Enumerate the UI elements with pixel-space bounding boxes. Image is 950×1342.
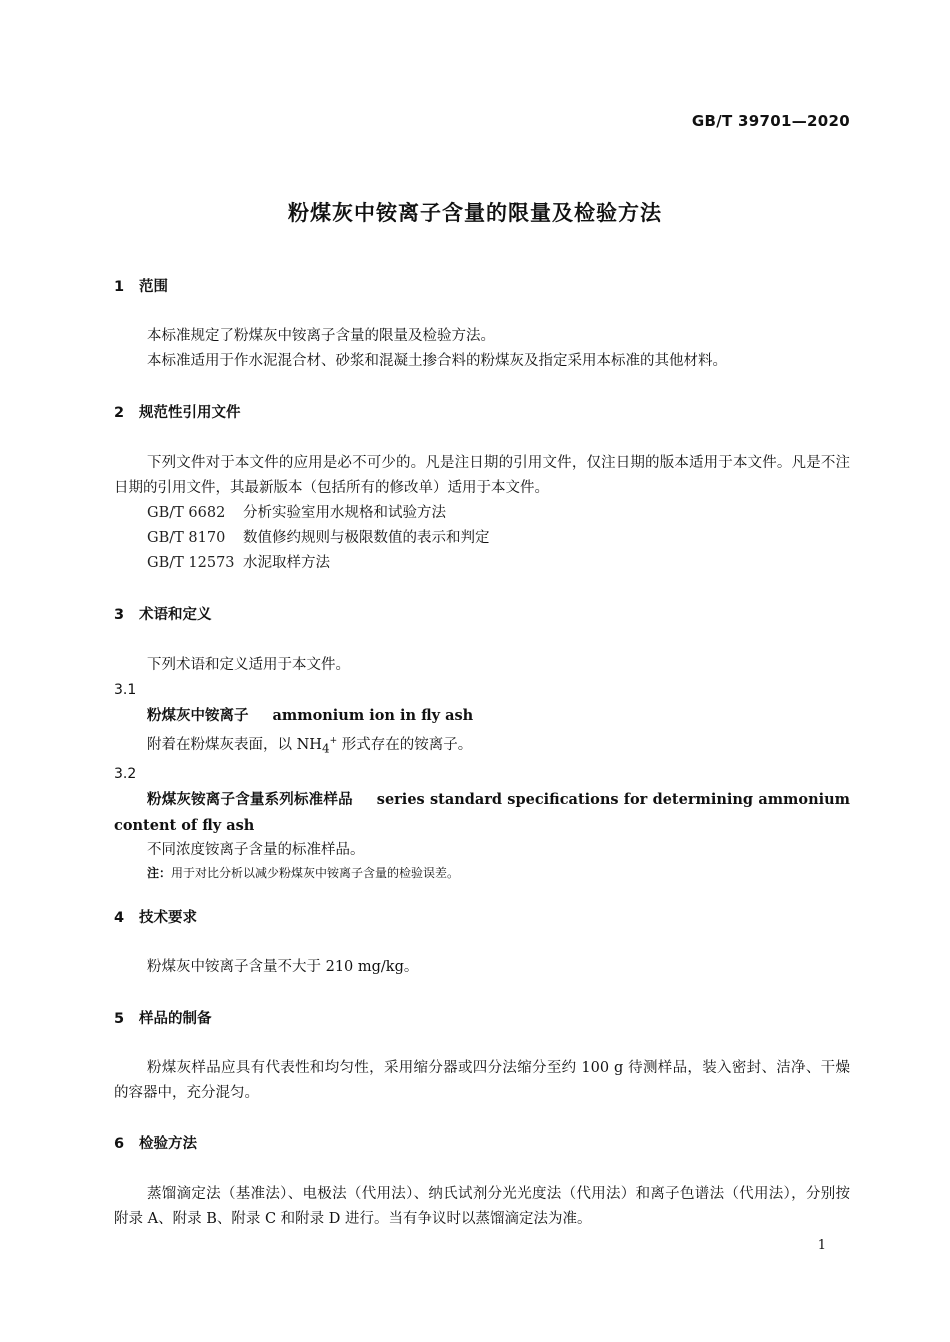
note-label: 注： xyxy=(147,865,172,880)
section-6-body xyxy=(114,1182,850,1232)
section-title: 规范性引用文件 xyxy=(139,405,241,421)
reference-item xyxy=(114,526,850,551)
paragraph: 蒸馏滴定法（基准法）、电极法（代用法）、纳氏试剂分光光度法（代用法）和离子色谱法（代用法），分别按附录 A、附录 B、附录 C 和附录 D 进行。当有争议时以蒸馏滴定法为准。 xyxy=(114,1186,850,1227)
paragraph: 粉煤灰中铵离子含量不大于 210 mg/kg。 xyxy=(147,959,419,975)
term-chinese: 粉煤灰铵离子含量系列标准样品 xyxy=(147,791,353,808)
section-title: 样品的制备 xyxy=(139,1011,212,1027)
section-title: 范围 xyxy=(139,279,168,295)
section-title: 术语和定义 xyxy=(139,607,212,623)
paragraph: 下列文件对于本文件的应用是必不可少的。凡是注日期的引用文件，仅注日期的版本适用于本文件。凡是不注日期的引用文件，其最新版本（包括所有的修改单）适用于本文件。 xyxy=(114,455,850,496)
section-number: 6 xyxy=(114,1136,125,1152)
reference-code: GB/T 12573 xyxy=(147,555,235,571)
reference-title: 数值修约规则与极限数值的表示和判定 xyxy=(243,530,490,546)
section-title: 技术要求 xyxy=(139,910,197,926)
section-3-body xyxy=(114,653,850,883)
paragraph: 粉煤灰样品应具有代表性和均匀性，采用缩分器或四分法缩分至约 100 g 待测样品，装入密封、洁净、干燥的容器中，充分混匀。 xyxy=(114,1060,850,1101)
term-definition: 附着在粉煤灰表面，以 $NH_4^+$ 形式存在的铵离子。 xyxy=(147,736,473,756)
term-english: ammonium ion in fly ash xyxy=(272,707,474,724)
section-number: 5 xyxy=(114,1011,125,1027)
document-title: 粉煤灰中铵离子含量的限量及检验方法 xyxy=(288,201,662,225)
section-5-body xyxy=(114,1056,850,1106)
term-english: series standard specifications for determining ammonium content of fly ash xyxy=(114,790,851,834)
section-number: 2 xyxy=(114,405,125,421)
section-title: 检验方法 xyxy=(139,1136,197,1152)
section-1-body xyxy=(114,324,850,374)
section-2-heading xyxy=(114,403,850,423)
section-6-heading xyxy=(114,1134,850,1154)
paragraph: 本标准适用于作水泥混合材、砂浆和混凝土掺合料的粉煤灰及指定采用本标准的其他材料。 xyxy=(147,353,727,369)
note xyxy=(114,863,850,883)
section-number: 4 xyxy=(114,910,125,926)
reference-item xyxy=(114,551,850,576)
section-number: 3 xyxy=(114,607,125,623)
reference-title: 分析实验室用水规格和试验方法 xyxy=(243,505,446,521)
section-4-body xyxy=(114,955,850,980)
term-entry xyxy=(114,703,850,729)
standard-code: GB/T 39701—2020 xyxy=(691,112,850,130)
section-4-heading xyxy=(114,908,850,928)
term-chinese: 粉煤灰中铵离子 xyxy=(147,708,249,724)
term-number: 3.1 xyxy=(114,682,137,698)
section-2-body xyxy=(114,451,850,576)
reference-item xyxy=(114,501,850,526)
paragraph: 本标准规定了粉煤灰中铵离子含量的限量及检验方法。 xyxy=(147,328,495,344)
paragraph: 下列术语和定义适用于本文件。 xyxy=(147,657,350,673)
section-number: 1 xyxy=(114,279,125,295)
term-entry xyxy=(114,787,850,838)
section-1-heading xyxy=(114,277,850,297)
reference-code: GB/T 8170 xyxy=(147,530,226,546)
term-number: 3.2 xyxy=(114,765,137,782)
page-number: 1 xyxy=(817,1238,826,1253)
reference-title: 水泥取样方法 xyxy=(243,555,330,571)
section-5-heading xyxy=(114,1009,850,1029)
section-3-heading xyxy=(114,605,850,625)
note-text: 用于对比分析以减少粉煤灰中铵离子含量的检验误差。 xyxy=(171,865,460,880)
term-definition: 不同浓度铵离子含量的标准样品。 xyxy=(147,841,365,858)
reference-code: GB/T 6682 xyxy=(147,505,226,521)
